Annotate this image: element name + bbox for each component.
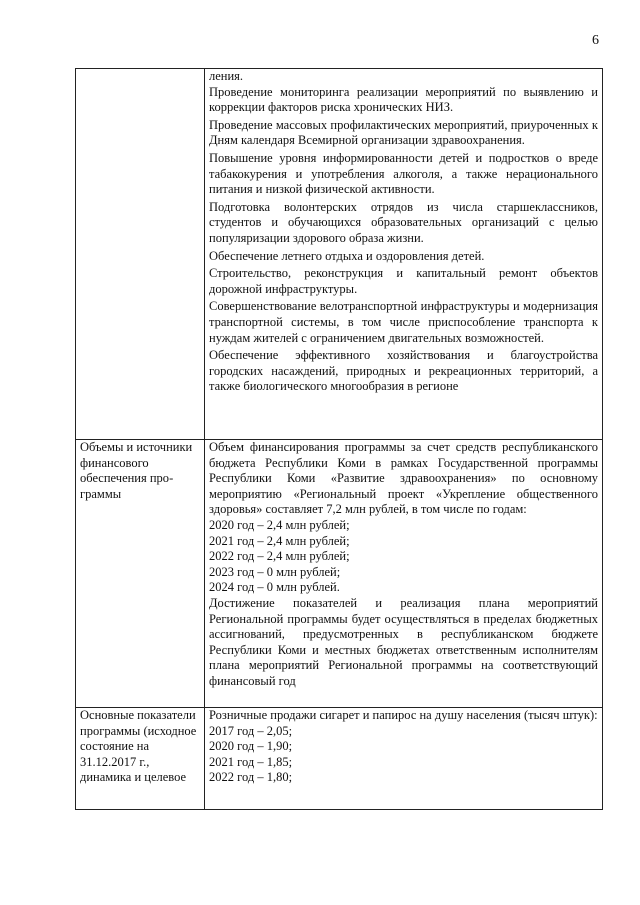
financing-outro: Достижение показателей и реализация плана мероприятий Региональной программы будет осуществляться в пределах бюджетных ассигнований, предусмотренных в республиканском бюджете Республики Коми и местных бюджетах ответственным исполнителям плана мероприятий Региональной программы на соответствующий финансовый год [209,595,598,688]
program-passport-table [75,68,603,810]
indicator-year: 2017 год – 2,05; [209,723,293,738]
financing-year: 2021 год – 2,4 млн рублей; [209,533,350,548]
paragraph: Проведение мониторинга реализации мероприятий по выявлению и коррекции факторов риска хронических НИЗ. [209,84,598,115]
indicator-intro: Розничные продажи сигарет и папирос на душу населения (тысяч штук): [209,708,598,722]
paragraph: Подготовка волонтерских отрядов из числа старшеклассников, студентов и обучающихся образовательных организаций с целью популяризации здорового образа жизни. [209,199,598,245]
paragraph: Обеспечение эффективного хозяйствования и благоустройства городских насаждений, природных и рекреационных территорий, а также биологического многообразия в регионе [209,348,598,394]
row-content-cell [205,440,603,708]
paragraph: Строительство, реконструкция и капитальный ремонт объектов дорожной инфраструктуры. [209,266,598,296]
paragraph: Повышение уровня информированности детей и подростков о вреде табакокурения и употребления алкоголя, а также нерационального питания и низкой физической активности. [209,150,598,197]
row-label: Основные показатели программы (исходное состояние на 31.12.2017 г., динамика и целевое [80,708,197,785]
financing-year: 2022 год – 2,4 млн рублей; [209,549,350,564]
row-content-cell [205,708,603,810]
table-row-measures [76,69,603,440]
financing-intro: Объем финансирования программы за счет средств республиканского бюджета Республики Коми в рамках Государственной программы Республики Коми «Развитие здравоохранения» по основному мероприятию «Региональный проект «Укрепление общественного здоровья» составляет 7,2 млн рублей, в том числе по годам: [209,440,598,517]
row-content-cell [205,69,603,440]
indicator-year: 2022 год – 1,80; [209,770,293,785]
row-label-cell [76,69,205,440]
row-label: Объемы и источники финансового обеспечения программы [80,440,193,501]
paragraph: Совершенствование велотранспортной инфраструктуры и модернизация транспортной системы, в том числе приспособление транспорта к нуждам жителей с ограничением двигательных возможностей. [209,299,598,345]
paragraph: Проведение массовых профилактических мероприятий, приуроченных к Дням календаря Всемирной организации здравоохранения. [209,117,598,148]
paragraph: ления. [209,69,244,83]
page-number: 6 [592,33,599,48]
table-row-financing [76,440,603,708]
financing-year: 2024 год – 0 млн рублей. [209,580,340,595]
row-label-cell [76,440,205,708]
table-row-indicators [76,708,603,810]
paragraph: Обеспечение летнего отдыха и оздоровления детей. [209,248,485,263]
financing-year: 2023 год – 0 млн рублей; [209,564,341,579]
financing-year: 2020 год – 2,4 млн рублей; [209,517,350,532]
row-label-cell [76,708,205,810]
indicator-year: 2020 год – 1,90; [209,739,293,754]
indicator-year: 2021 год – 1,85; [209,754,293,769]
